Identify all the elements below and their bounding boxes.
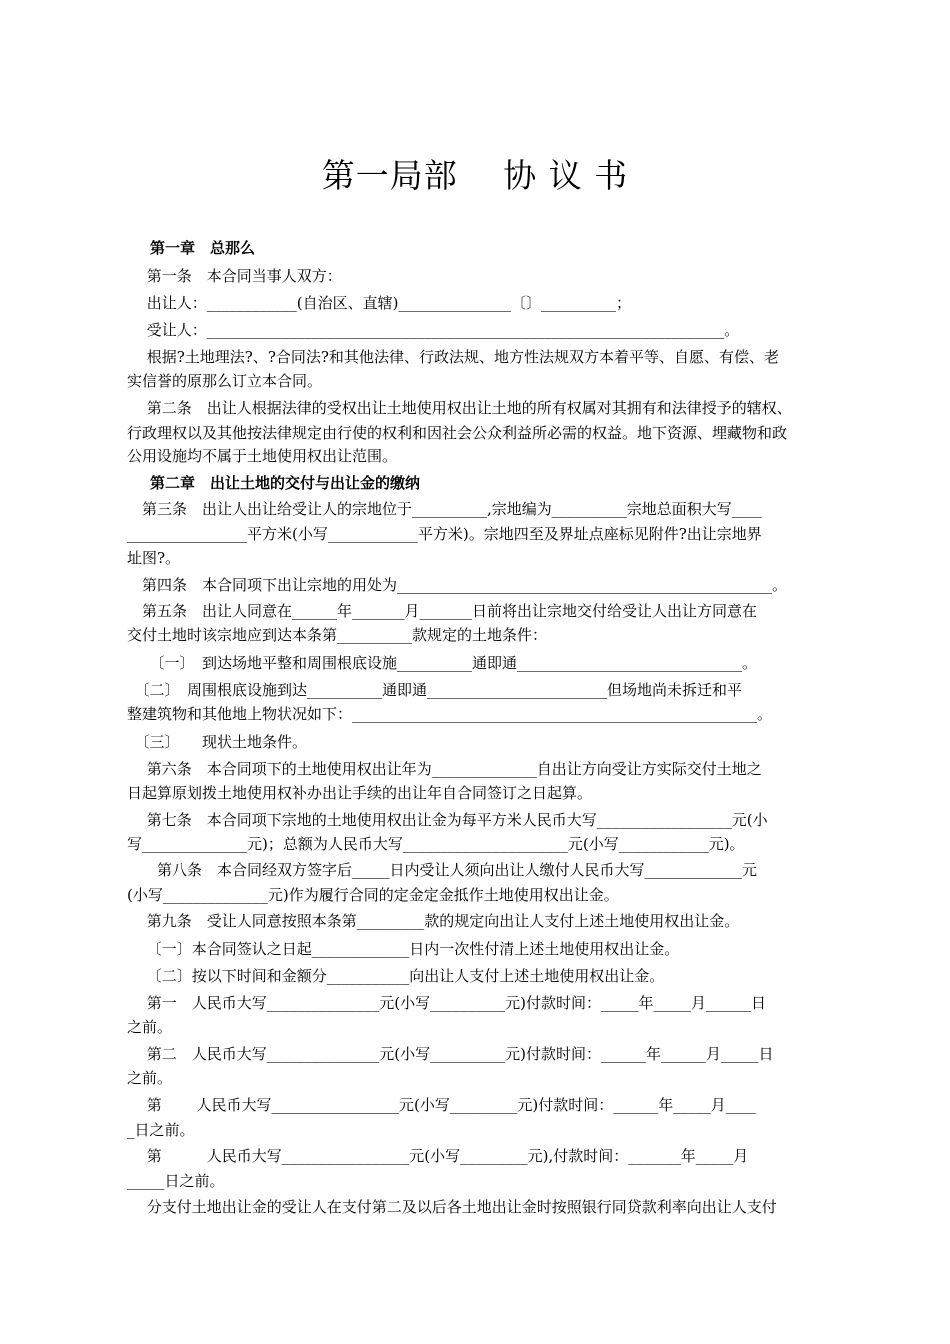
text-line: 根据?土地理法?、?合同法?和其他法律、行政法规、地方性法规双方本着平等、自愿、有偿、老 [127, 348, 779, 366]
text-line: 〔一〕 到达场地平整和周围根底设施__________通即通______________________________。 [127, 654, 758, 672]
text-line: 受让人：_____________________________________________________________________。 [127, 321, 740, 339]
chapter-heading-1: 第一章 总那么 [150, 239, 256, 257]
page-title: 第一局部 协 议 书 [321, 156, 629, 195]
text-line: 〔二〕按以下时间和金额分___________向出让人支付上述土地使用权出让金。 [127, 967, 665, 985]
text-line: 第九条 受让人同意按照本条第_________款的规定向出让人支付上述土地使用权出让金。 [127, 912, 740, 930]
text-line: 之前。 [127, 1069, 173, 1087]
text-line: 〔二〕 周围根底设施到达__________通即通________________________但场地尚未拆迁和平 [127, 681, 743, 699]
text-line: 第八条 本合同经双方签字后_____日内受让人须向出让人缴付人民币大写_____________元 [127, 861, 758, 879]
text-line: 〔三〕 现状土地条件。 [127, 733, 308, 751]
text-line: (小写______________元)作为履行合同的定金定金抵作土地使用权出让金。 [127, 886, 619, 904]
text-line: 第三条 出让人出让给受让人的宗地位于__________,宗地编为__________宗地总面积大写____ [127, 500, 762, 518]
text-line: 第一条 本合同当事人双方： [127, 267, 342, 285]
text-line: 第 人民币大写_________________元(小写_________元),付款时间：_______年_____月 [127, 1147, 749, 1165]
text-line: 写______________元)；总额为人民币大写______________________元(小写____________元)。 [127, 835, 745, 853]
text-line: 行政理权以及其他按法律规定由行使的权利和因社会公众利益所必需的权益。地下资源、埋藏物和政 [127, 424, 788, 442]
text-line: 第 人民币大写_________________元(小写_________元)付款时间：______年_____月____ [127, 1096, 756, 1114]
text-line: 第五条 出让人同意在______年_______月_______日前将出让宗地交付给受让人出让方同意在 [127, 602, 758, 620]
text-line: 整建筑物和其他地上物状况如下：______________________________________________________。 [127, 705, 773, 723]
text-line: ________________平方米(小写____________平方米)。宗地四至及界址点座标见附件?出让宗地界 [127, 525, 762, 543]
text-line: _____日之前。 [127, 1172, 225, 1190]
text-line: 第七条 本合同项下宗地的土地使用权出让金为每平方米人民币大写__________________元(小 [127, 811, 768, 829]
text-line: 第六条 本合同项下的土地使用权出让年为______________自出让方向受让方实际交付土地之 [127, 760, 762, 778]
text-line: 〔一〕本合同签认之日起_____________日内一次性付清上述土地使用权出让金。 [127, 940, 680, 958]
text-line: 第二条 出让人根据法律的受权出让土地使用权出让土地的所有权属对其拥有和法律授予的辖权、 [127, 399, 792, 417]
text-line: 址图?。 [127, 549, 181, 567]
text-line: 日起算原划拨土地使用权补办出让手续的出让年自合同签订之日起算。 [127, 784, 593, 802]
text-line: 第一 人民币大写_______________元(小写__________元)付款时间：_____年_____月______日 [127, 994, 766, 1012]
text-line: 实信誉的原那么订立本合同。 [127, 372, 323, 390]
text-line: 第四条 本合同项下出让宗地的用处为__________________________________________________。 [127, 576, 788, 594]
text-line: 出让人：____________(自治区、直辖)_______________〔〕__________； [127, 294, 631, 312]
text-line: _日之前。 [127, 1121, 195, 1139]
text-line: 公用设施均不属于土地使用权出让范围。 [127, 447, 398, 465]
text-line: 之前。 [127, 1018, 173, 1036]
text-line: 分支付土地出让金的受让人在支付第二及以后各土地出让金时按照银行同贷款利率向出让人支付 [127, 1198, 777, 1216]
text-line: 第二 人民币大写_______________元(小写__________元)付款时间：______年______月_____日 [127, 1045, 774, 1063]
chapter-heading-2: 第二章 出让土地的交付与出让金的缴纳 [150, 474, 421, 492]
text-line: 交付土地时该宗地应到达本条第__________款规定的土地条件： [127, 626, 548, 644]
